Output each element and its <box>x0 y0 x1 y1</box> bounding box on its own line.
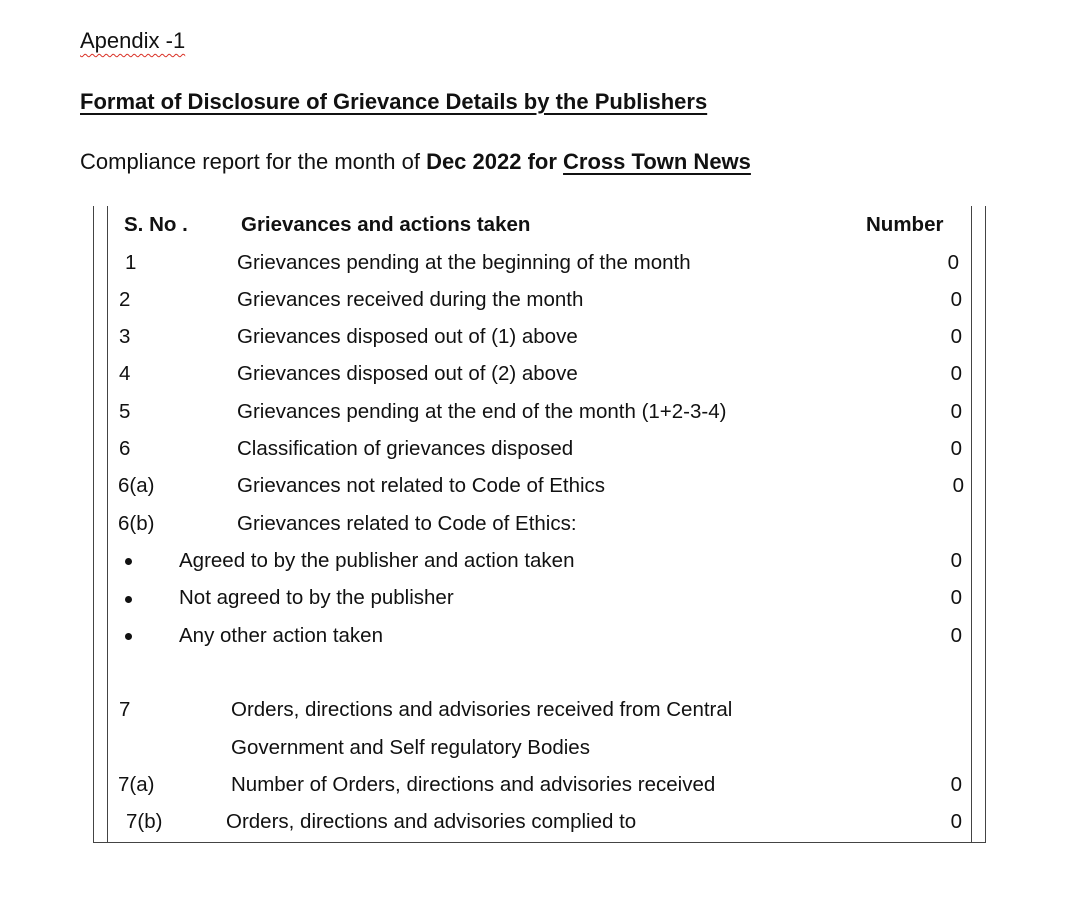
row-2-number: 0 <box>950 288 962 311</box>
row-1-sno: 1 <box>125 251 137 274</box>
row-2-description: Grievances received during the month <box>237 288 584 311</box>
row-6-description: Classification of grievances disposed <box>237 437 574 460</box>
table-border-left-outer <box>93 206 94 843</box>
row-7-description: Orders, directions and advisories received from Central <box>231 698 733 721</box>
row-7b-sno: 7(b) <box>126 810 163 833</box>
row-7a-sno: 7(a) <box>118 773 155 796</box>
table-border-bottom <box>93 842 986 843</box>
row-6b-sno: 6(b) <box>118 512 155 535</box>
row-4-sno: 4 <box>119 362 131 385</box>
bullet-icon <box>125 596 132 603</box>
publisher-name: Cross Town News <box>563 149 751 174</box>
header-description: Grievances and actions taken <box>241 213 531 236</box>
row-4-description: Grievances disposed out of (2) above <box>237 362 578 385</box>
bullet-icon <box>125 633 132 640</box>
table-border-right-outer <box>985 206 986 843</box>
bullet-row-other-description: Any other action taken <box>179 624 383 647</box>
table-border-right-inner <box>971 206 972 843</box>
row-5-number: 0 <box>950 400 962 423</box>
row-1-number: 0 <box>947 251 959 274</box>
row-6a-number: 0 <box>952 474 964 497</box>
row-6a-sno: 6(a) <box>118 474 155 497</box>
bullet-row-not-agreed-description: Not agreed to by the publisher <box>179 586 454 609</box>
row-2-sno: 2 <box>119 288 131 311</box>
row-7a-number: 0 <box>950 773 962 796</box>
row-1-description: Grievances pending at the beginning of the month <box>237 251 691 274</box>
compliance-report-line <box>80 149 751 175</box>
row-6-number: 0 <box>950 437 962 460</box>
row-5-sno: 5 <box>119 400 131 423</box>
header-number: Number <box>866 213 944 236</box>
row-7b-number: 0 <box>950 810 962 833</box>
row-7a-description: Number of Orders, directions and advisories received <box>231 773 716 796</box>
row-7-sno: 7 <box>119 698 131 721</box>
row-3-sno: 3 <box>119 325 131 348</box>
row-5-description: Grievances pending at the end of the month (1+2-3-4) <box>237 400 727 423</box>
row-6a-description: Grievances not related to Code of Ethics <box>237 474 606 497</box>
bullet-row-agreed-number: 0 <box>950 549 962 572</box>
row-7-description-cont: Government and Self regulatory Bodies <box>231 736 590 759</box>
row-3-description: Grievances disposed out of (1) above <box>237 325 578 348</box>
bullet-row-not-agreed-number: 0 <box>950 586 962 609</box>
row-3-number: 0 <box>950 325 962 348</box>
row-7b-description: Orders, directions and advisories complied to <box>226 810 637 833</box>
appendix-label: Apendix -1 <box>80 28 186 53</box>
bullet-icon <box>125 558 132 565</box>
row-6-sno: 6 <box>119 437 131 460</box>
header-sno: S. No . <box>124 213 188 236</box>
bullet-row-agreed-description: Agreed to by the publisher and action taken <box>179 549 575 572</box>
format-title: Format of Disclosure of Grievance Details by the Publishers <box>80 89 708 114</box>
report-prefix: Compliance report for the month of <box>80 149 427 174</box>
table-border-left-inner <box>107 206 108 843</box>
bullet-row-other-number: 0 <box>950 624 962 647</box>
report-period: Dec 2022 for <box>426 149 557 174</box>
row-6b-description: Grievances related to Code of Ethics: <box>237 512 577 535</box>
row-4-number: 0 <box>950 362 962 385</box>
